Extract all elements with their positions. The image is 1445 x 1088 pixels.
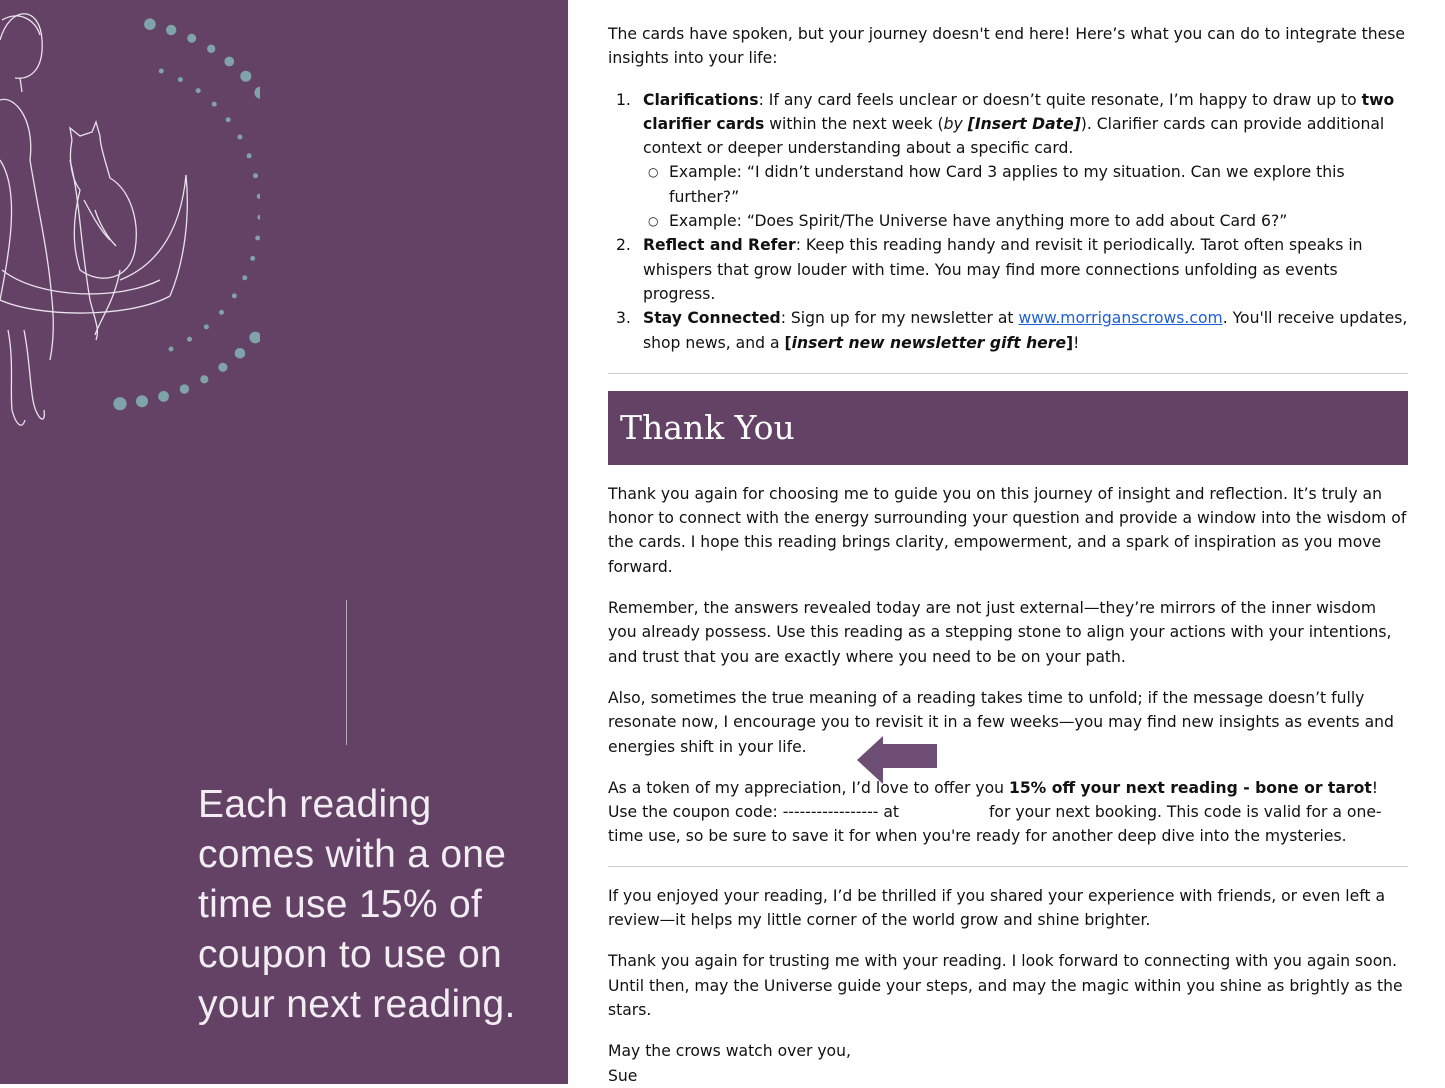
moon-phase-icon xyxy=(166,25,176,35)
list-item xyxy=(608,233,1408,306)
coupon-code-text: ! Use the coupon code: ----------------- at xyxy=(608,778,1379,822)
coupon-paragraph xyxy=(608,776,1408,849)
paragraph: If you enjoyed your reading, I’d be thrilled if you shared your experience with friends, or even left a review—it helps my little corner of the world grow and shine brighter. xyxy=(608,886,1386,930)
moon-phase-icon xyxy=(207,45,215,53)
star-dot-icon xyxy=(242,275,247,280)
item-text: ! xyxy=(1073,333,1080,352)
star-dot-icon xyxy=(250,256,255,261)
list-number: 1. xyxy=(616,90,631,109)
left-arrow-icon xyxy=(857,736,937,784)
bracket: [ xyxy=(784,333,792,352)
item-bold-text: two clarifier cards xyxy=(643,90,1395,133)
moon-phase-icon xyxy=(180,384,189,393)
moon-phase-icon xyxy=(240,71,251,82)
list-item xyxy=(608,306,1408,355)
star-dot-icon xyxy=(255,236,260,241)
star-dot-icon xyxy=(196,88,201,93)
moon-phase-icon xyxy=(200,375,208,383)
sign-off-text: May the crows watch over you, xyxy=(608,1042,851,1061)
item-italic-text: by xyxy=(943,114,968,133)
divider-line xyxy=(346,600,347,745)
star-dot-icon xyxy=(159,69,164,74)
moon-phase-icon xyxy=(235,348,246,359)
star-dot-icon xyxy=(247,153,252,158)
star-dot-icon xyxy=(237,135,242,140)
discount-offer: 15% off your next reading - bone or tarot xyxy=(1008,778,1372,797)
example-list xyxy=(643,160,1408,233)
item-text: ). Clarifier cards can provide additional context or deeper understanding about a specific card. xyxy=(643,114,1385,158)
coupon-text: As a token of my appreciation, I’d love to offer you xyxy=(608,778,1009,797)
bracket: ] xyxy=(1066,333,1074,352)
sign-off xyxy=(608,1039,1408,1088)
star-dot-icon xyxy=(257,215,260,220)
letter-content xyxy=(608,22,1408,1088)
star-dot-icon xyxy=(178,77,183,82)
next-steps-intro: The cards have spoken, but your journey doesn't end here! Here’s what you can do to integrate these insights into your life: xyxy=(608,25,1405,68)
next-steps-list xyxy=(608,88,1408,355)
example-text: Example: “I didn’t understand how Card 3 applies to my situation. Can we explore this further?” xyxy=(669,163,1345,206)
paragraph: Also, sometimes the true meaning of a reading takes time to unfold; if the message doesn’t fully resonate now, I encourage you to revisit it in a few weeks—you may find new insights as events and energies shift in your life. xyxy=(608,688,1394,756)
moon-phase-icon xyxy=(187,34,196,43)
coupon-promo-text: Each reading comes with a one time use 15% of coupon to use on your next reading. xyxy=(198,783,516,1026)
witch-figure xyxy=(0,14,187,425)
list-item xyxy=(643,209,1408,233)
item-text: within the next week ( xyxy=(764,114,944,133)
star-dot-icon xyxy=(253,173,258,178)
list-number: 2. xyxy=(616,236,631,255)
item-text: : If any card feels unclear or doesn’t quite resonate, I’m happy to draw up to xyxy=(758,90,1362,109)
cat-figure xyxy=(70,122,136,335)
moon-phase-icon xyxy=(254,87,260,99)
item-text: . You'll receive updates, shop news, and a xyxy=(643,309,1408,352)
horizontal-rule xyxy=(608,866,1408,867)
star-dot-icon xyxy=(257,194,260,199)
witch-with-cat-on-moon-illustration xyxy=(0,0,260,440)
item-title: Stay Connected xyxy=(643,309,781,328)
paragraph: Thank you again for choosing me to guide you on this journey of insight and reflection. It’s truly an honor to connect with the energy surrounding your question and provide a window into the wisdom of the cards. I hope this reading brings clarity, empowerment, and a spark of inspiration as you move forward. xyxy=(608,484,1407,576)
item-title: Clarifications xyxy=(643,90,759,109)
moon-phase-icon xyxy=(224,57,234,67)
star-dot-icon xyxy=(187,337,192,342)
moon-phase-icon xyxy=(113,397,126,410)
thank-you-heading: Thank You xyxy=(608,391,1408,465)
star-dot-icon xyxy=(232,293,237,298)
star-dot-icon xyxy=(219,310,224,315)
list-item xyxy=(608,88,1408,234)
list-item xyxy=(643,160,1408,209)
left-panel xyxy=(0,0,568,1084)
moon-phase-icon xyxy=(249,332,260,344)
star-dot-icon xyxy=(226,117,231,122)
newsletter-link[interactable]: www.morriganscrows.com xyxy=(1018,309,1223,328)
paragraph: Thank you again for trusting me with your reading. I look forward to connecting with you again soon. Until then, may the Universe guide your steps, and may the magic within you shine as brightly as the stars. xyxy=(608,952,1403,1019)
hollow-bullet-icon: ○ xyxy=(648,214,659,229)
paragraph: Remember, the answers revealed today are not just external—they’re mirrors of the inner wisdom you already possess. Use this reading as a stepping stone to align your actions with your intentions, and trust that you are exactly where you need to be on your path. xyxy=(608,599,1392,666)
star-dot-icon xyxy=(212,102,217,107)
signature: Sue xyxy=(608,1066,638,1085)
horizontal-rule xyxy=(608,373,1408,374)
moon-phase-icon xyxy=(144,18,156,30)
hollow-bullet-icon: ○ xyxy=(648,165,659,180)
moon-phase-icon xyxy=(158,391,169,402)
moon-phase-icon xyxy=(136,395,148,407)
date-placeholder: [Insert Date] xyxy=(967,114,1081,133)
gift-placeholder: insert new newsletter gift here xyxy=(791,333,1067,352)
item-title: Reflect and Refer xyxy=(643,236,796,255)
item-text: : Keep this reading handy and revisit it periodically. Tarot often speaks in whispers that grow louder with time. You may find more connections unfolding as events progress. xyxy=(643,236,1363,303)
example-text: Example: “Does Spirit/The Universe have anything more to add about Card 6?” xyxy=(669,212,1288,231)
list-number: 3. xyxy=(616,309,631,328)
coupon-text: for your next booking. This code is valid for a one-time use, so be sure to save it for when you're ready for another deep dive into the mysteries. xyxy=(608,803,1382,846)
item-text: : Sign up for my newsletter at xyxy=(780,309,1019,328)
star-dot-icon xyxy=(204,324,209,329)
star-dot-icon xyxy=(169,347,174,352)
moon-phase-icon xyxy=(218,363,227,372)
